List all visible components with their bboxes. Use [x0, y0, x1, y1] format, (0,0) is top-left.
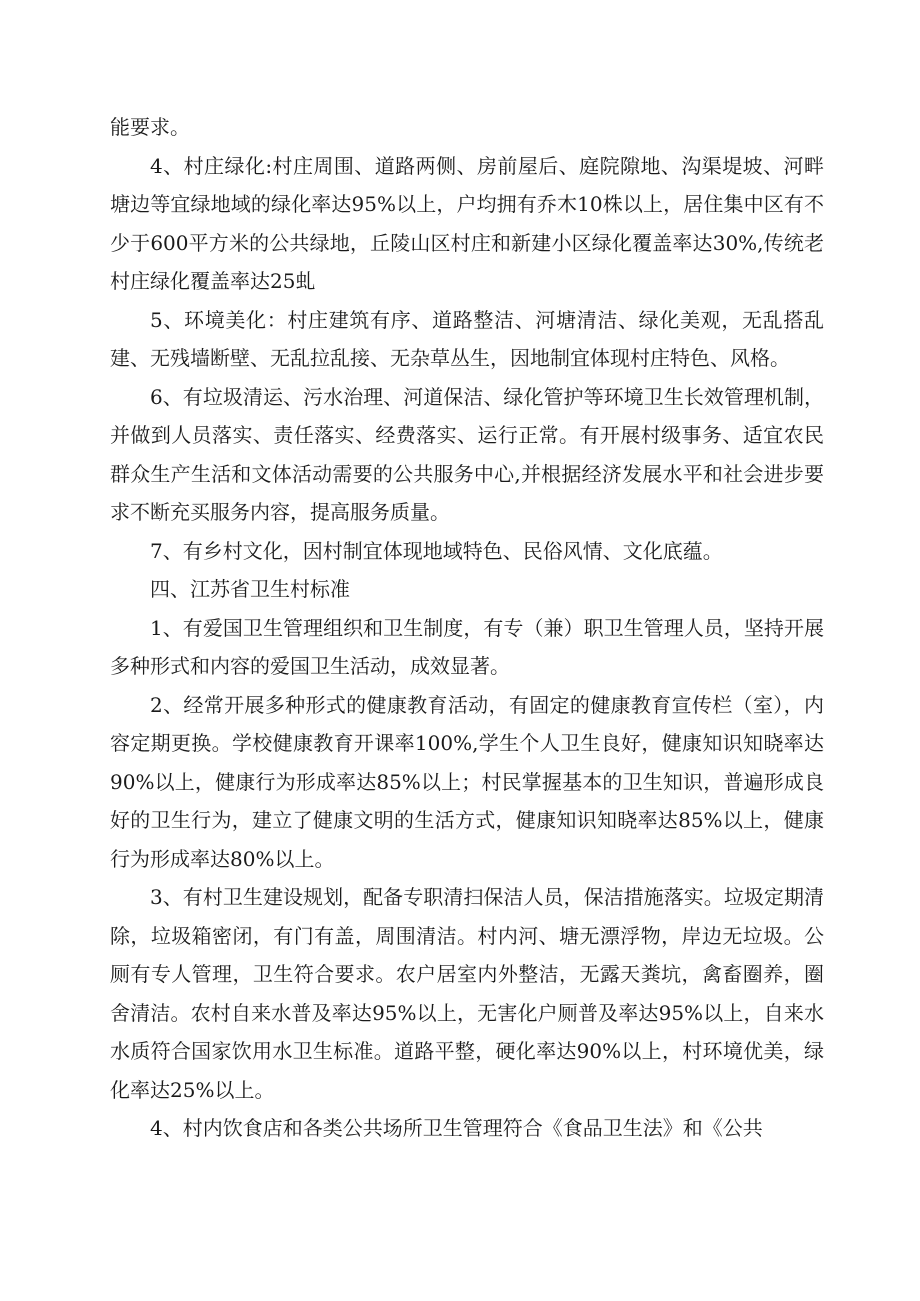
- paragraph-rural-culture: 7、有乡村文化，因村制宜体现地域特色、民俗风情、文化底蕴。: [150, 538, 723, 563]
- paragraph-environment-beautification: 5、环境美化：村庄建筑有序、道路整洁、河塘清洁、绿化美观，无乱搭乱建、无残墙断壁、无乱拉乱接、无杂草丛生，因地制宜体现村庄特色、风格。: [110, 307, 824, 370]
- paragraph-health-education: 2、经常开展多种形式的健康教育活动，有固定的健康教育宣传栏（室），内容定期更换。学校健康教育开课率100%,学生个人卫生良好，健康知识知晓率达90%以上，健康行为形成率达85%以上；村民掌握基本的卫生知识，普遍形成良好的卫生行为，建立了健康文明的生活方式，健康知识知晓率达85%以上，健康行为形成率达80%以上。: [110, 692, 824, 871]
- section-heading-jiangsu-health-village: 四、江苏省卫生村标准: [150, 577, 350, 601]
- document-body: [110, 108, 824, 1148]
- paragraph-health-organization: 1、有爱国卫生管理组织和卫生制度，有专（兼）职卫生管理人员，坚持开展多种形式和内容的爱国卫生活动，成效显著。: [110, 615, 824, 678]
- paragraph-public-places-hygiene: 4、村内饮食店和各类公共场所卫生管理符合《食品卫生法》和《公共: [150, 1116, 763, 1140]
- paragraph-sanitation-planning: 3、有村卫生建设规划，配备专职清扫保洁人员，保洁措施落实。垃圾定期清除，垃圾箱密闭，有门有盖，周围清洁。村内河、塘无漂浮物，岸边无垃圾。公厕有专人管理，卫生符合要求。农户居室内外整洁，无露天粪坑，禽畜圈养，圈舍清洁。农村自来水普及率达95%以上，无害化户厕普及率达95%以上，自来水水质符合国家饮用水卫生标准。道路平整，硬化率达90%以上，村环境优美，绿化率达25%以上。: [110, 885, 824, 1102]
- paragraph-village-greening: 4、村庄绿化:村庄周围、道路两侧、房前屋后、庭院隙地、沟渠堤坡、河畔塘边等宜绿地域的绿化率达95%以上，户均拥有乔木10株以上，居住集中区有不少于600平方米的公共绿地，丘陵山区村庄和新建小区绿化覆盖率达30%,传统老村庄绿化覆盖率达25虬: [110, 153, 824, 293]
- paragraph-management-mechanism: 6、有垃圾清运、污水治理、河道保洁、绿化管护等环境卫生长效管理机制，并做到人员落实、责任落实、经费落实、运行正常。有开展村级事务、适宜农民群众生产生活和文体活动需要的公共服务中心,并根据经济发展水平和社会进步要求不断充买服务内容，提高服务质量。: [110, 384, 824, 524]
- paragraph-continuation: 能要求。: [110, 115, 190, 139]
